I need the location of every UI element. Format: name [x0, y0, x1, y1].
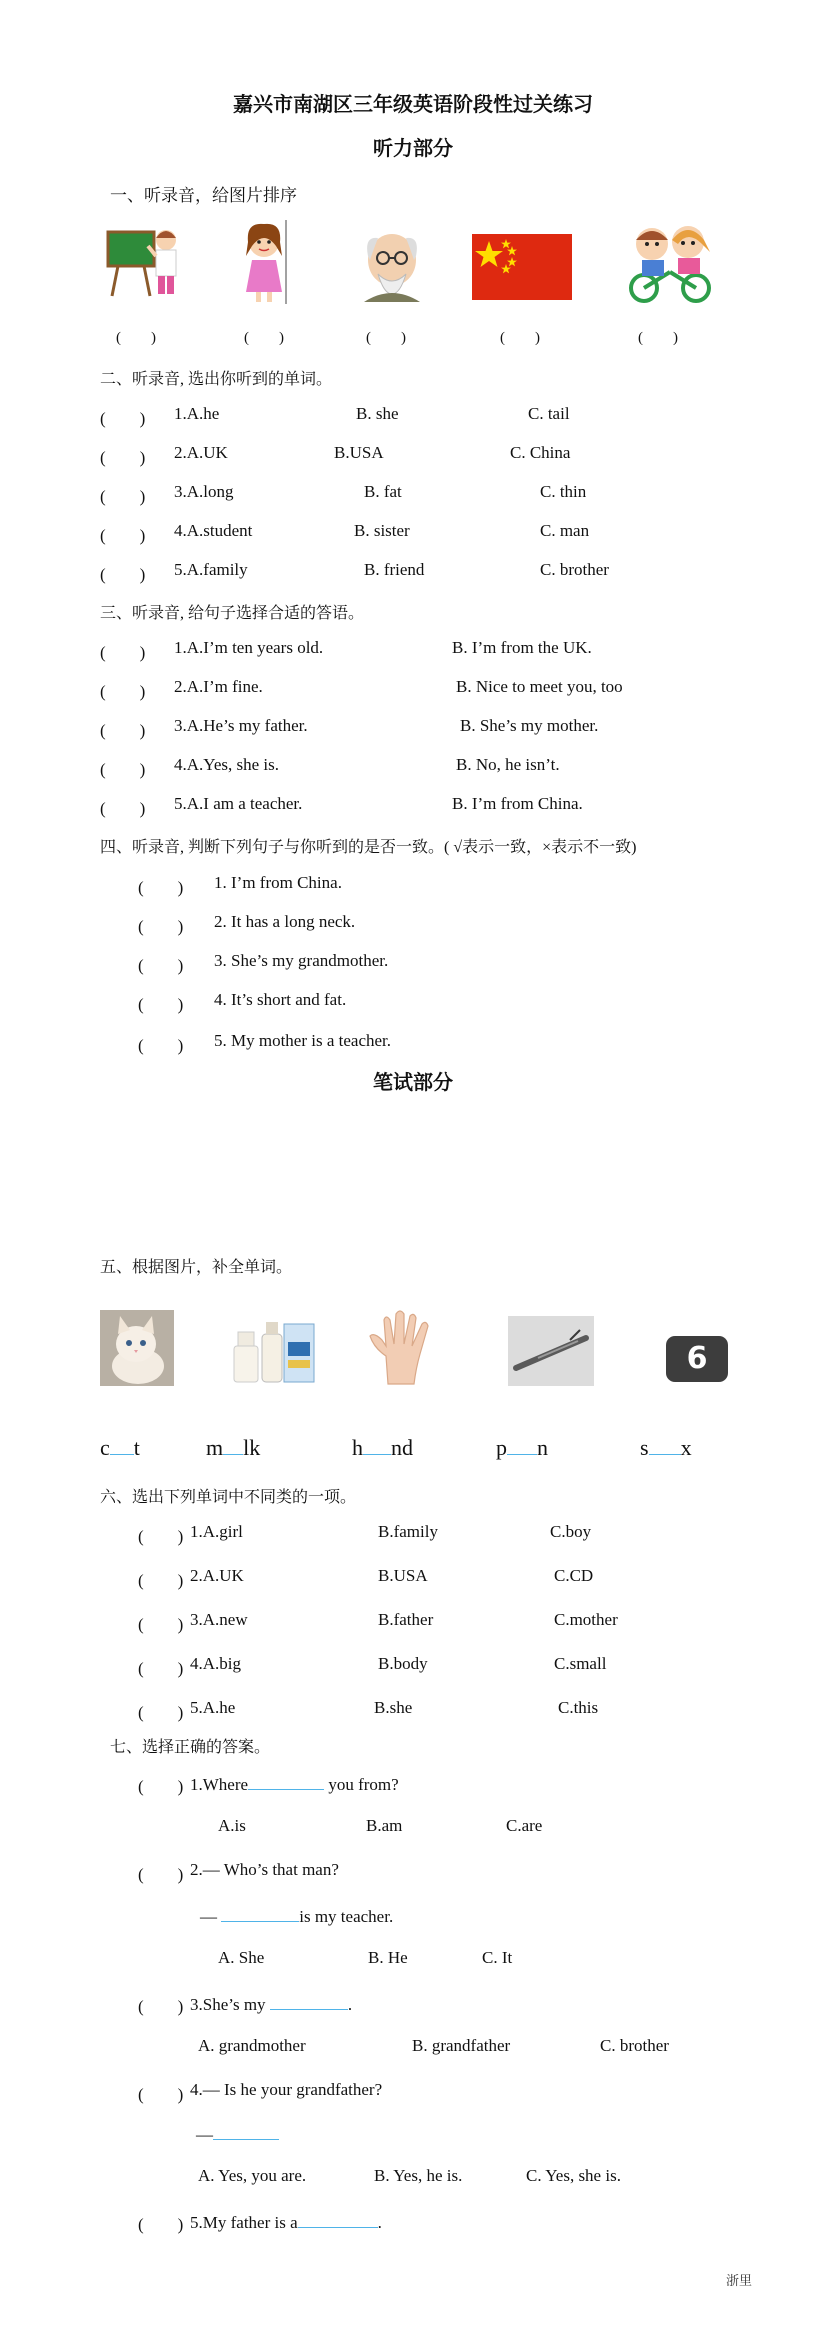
option-c: C.small [554, 1654, 607, 1673]
answer-paren[interactable]: ( ) [100, 682, 146, 701]
word-fill[interactable] [100, 1432, 140, 1461]
answer-paren[interactable]: ( ) [100, 643, 146, 662]
answer-paren[interactable]: ( ) [138, 1659, 184, 1678]
picture-answer-mark[interactable]: ( ) [244, 330, 284, 346]
grandfather-icon [354, 226, 430, 302]
statement-text: 4. It’s short and fat. [214, 990, 347, 1009]
answer-paren[interactable]: ( ) [138, 917, 184, 936]
girl-icon [236, 220, 296, 304]
answer-paren[interactable]: ( ) [100, 448, 146, 467]
answer-blank[interactable] [298, 2210, 378, 2228]
answer-blank[interactable] [270, 1992, 348, 2010]
writing-section-title: 笔试部分 [373, 1070, 453, 1094]
option-b: B.she [374, 1698, 413, 1717]
option-b: B. I’m from China. [452, 794, 583, 813]
section-1-heading: 一、听录音，给图片排序 [110, 186, 297, 205]
answer-paren[interactable]: ( ) [100, 721, 146, 740]
option-b: B. Nice to meet you, too [456, 677, 623, 696]
word-fill[interactable] [496, 1432, 548, 1461]
answer-blank[interactable] [221, 1904, 299, 1922]
answer-paren[interactable]: ( ) [100, 799, 146, 818]
option-c: C. thin [540, 482, 587, 501]
option-a: A. Yes, you are. [198, 2166, 307, 2185]
option-a: 2.A.UK [190, 1566, 244, 1585]
option-a: 3.A.long [174, 482, 234, 501]
number-six-icon: 6 [666, 1336, 728, 1382]
answer-paren[interactable]: ( ) [100, 409, 146, 428]
section-3-heading: 三、听录音, 给句子选择合适的答语。 [100, 605, 365, 622]
hand-photo-icon [364, 1306, 440, 1386]
option-b: B. Yes, he is. [374, 2166, 463, 2185]
option-b: B. fat [364, 482, 402, 501]
dash: — [196, 2125, 213, 2144]
question-text: 1.Where [190, 1775, 249, 1794]
option-a: 1.A.he [174, 404, 220, 423]
question-text: is my teacher. [299, 1907, 394, 1926]
word-fill[interactable] [640, 1432, 692, 1461]
option-a: 3.A.He’s my father. [174, 716, 308, 735]
option-a: A.is [218, 1816, 246, 1835]
option-a: 5.A.he [190, 1698, 236, 1717]
option-c: C. It [482, 1948, 513, 1967]
option-b: B. sister [354, 521, 410, 540]
option-b: B.USA [334, 443, 384, 462]
listening-section-title: 听力部分 [373, 136, 453, 160]
question-1 [190, 1772, 399, 1795]
answer-paren[interactable]: ( ) [138, 995, 184, 1014]
answer-paren[interactable]: ( ) [100, 487, 146, 506]
option-b: B. I’m from the UK. [452, 638, 592, 657]
option-c: C.this [558, 1698, 599, 1717]
answer-paren[interactable]: ( ) [138, 1865, 184, 1884]
word-blank[interactable] [110, 1432, 134, 1455]
section-7-heading: 七、选择正确的答案。 [110, 1739, 271, 1756]
word-blank[interactable] [363, 1432, 391, 1455]
question-text: . [347, 1995, 353, 2014]
option-b: B.father [378, 1610, 434, 1629]
picture-answer-mark[interactable]: ( ) [638, 330, 678, 346]
answer-paren[interactable]: ( ) [100, 760, 146, 779]
answer-paren[interactable]: ( ) [138, 1997, 184, 2016]
option-b: B. He [368, 1948, 408, 1967]
answer-paren[interactable]: ( ) [138, 2215, 184, 2234]
answer-blank[interactable] [248, 1772, 324, 1790]
option-c: C. brother [600, 2036, 669, 2055]
option-b: B. grandfather [412, 2036, 511, 2055]
option-b: B.am [366, 1816, 403, 1835]
option-c: C. brother [540, 560, 609, 579]
word-blank[interactable] [507, 1432, 537, 1455]
word-fill[interactable] [352, 1432, 413, 1461]
china-flag-icon [472, 234, 572, 300]
option-a: 5.A.family [174, 560, 248, 579]
answer-paren[interactable]: ( ) [138, 1703, 184, 1722]
cat-photo-icon [100, 1310, 174, 1386]
children-on-bike-icon [622, 222, 722, 304]
option-a: 2.A.UK [174, 443, 228, 462]
word-blank[interactable] [223, 1432, 243, 1455]
option-c: C. man [540, 521, 590, 540]
section-5-heading: 五、根据图片，补全单词。 [100, 1259, 293, 1276]
option-a: 5.A.I am a teacher. [174, 794, 303, 813]
statement-text: 1. I’m from China. [214, 873, 342, 892]
section-6-heading: 六、选出下列单词中不同类的一项。 [100, 1489, 357, 1506]
question-text: 4.— Is he your grandfather? [190, 2080, 383, 2099]
answer-paren[interactable]: ( ) [100, 565, 146, 584]
option-c: C. China [510, 443, 571, 462]
word-prefix: c [100, 1435, 110, 1460]
teacher-at-blackboard-icon [104, 222, 186, 302]
page-title: 嘉兴市南湖区三年级英语阶段性过关练习 [233, 92, 593, 116]
option-c: C.CD [554, 1566, 594, 1585]
option-a: 4.A.student [174, 521, 253, 540]
word-prefix: m [206, 1435, 224, 1460]
option-b: B.family [378, 1522, 438, 1541]
option-b: B. she [356, 404, 399, 423]
pen-photo-icon [508, 1316, 594, 1386]
picture-answer-mark[interactable]: ( ) [500, 330, 540, 346]
picture-answer-mark[interactable]: ( ) [366, 330, 406, 346]
word-suffix: nd [391, 1435, 413, 1460]
statement-text: 3. She’s my grandmother. [214, 951, 389, 970]
answer-paren[interactable]: ( ) [138, 1615, 184, 1634]
option-c: C.are [506, 1816, 543, 1835]
question-4-answer-line [196, 2122, 279, 2145]
answer-paren[interactable]: ( ) [138, 1571, 184, 1590]
section-2-heading: 二、听录音, 选出你听到的单词。 [100, 371, 333, 388]
word-suffix: lk [243, 1435, 261, 1460]
answer-paren[interactable]: ( ) [138, 2085, 184, 2104]
option-a: A. She [218, 1948, 265, 1967]
option-a: 1.A.girl [190, 1522, 243, 1541]
word-suffix: x [680, 1435, 692, 1460]
word-suffix: n [537, 1435, 548, 1460]
statement-text: 5. My mother is a teacher. [214, 1031, 392, 1050]
question-2-answer-line [200, 1904, 393, 1927]
option-a: 1.A.I’m ten years old. [174, 638, 324, 657]
word-suffix: t [133, 1435, 140, 1460]
answer-paren[interactable]: ( ) [138, 1036, 184, 1055]
answer-paren[interactable]: ( ) [100, 526, 146, 545]
option-b: B. She’s my mother. [460, 716, 599, 735]
question-5 [190, 2210, 382, 2233]
word-fill[interactable] [206, 1432, 260, 1461]
option-a: 3.A.new [190, 1610, 248, 1629]
answer-blank[interactable] [213, 2122, 279, 2140]
answer-paren[interactable]: ( ) [138, 1527, 184, 1546]
option-b: B.USA [378, 1566, 428, 1585]
dash: — [200, 1907, 217, 1926]
answer-paren[interactable]: ( ) [138, 956, 184, 975]
word-prefix: h [352, 1435, 363, 1460]
option-b: B. No, he isn’t. [456, 755, 560, 774]
milk-photo-icon [230, 1312, 318, 1386]
option-c: C. Yes, she is. [526, 2166, 621, 2185]
option-c: C. tail [528, 404, 570, 423]
footer-watermark: 浙里 [726, 2274, 753, 2289]
word-blank[interactable] [649, 1432, 681, 1455]
section-4-heading: 四、听录音, 判断下列句子与你听到的是否一致。( √表示一致，×表示不一致) [100, 839, 637, 856]
option-b: B.body [378, 1654, 428, 1673]
option-b: B. friend [364, 560, 425, 579]
option-c: C.mother [554, 1610, 618, 1629]
question-text: 3.She’s my [190, 1995, 266, 2014]
answer-paren[interactable]: ( ) [138, 1777, 184, 1796]
option-a: 4.A.Yes, she is. [174, 755, 280, 774]
option-a: A. grandmother [198, 2036, 306, 2055]
word-prefix: p [496, 1435, 507, 1460]
picture-answer-mark[interactable]: ( ) [116, 330, 156, 346]
statement-text: 2. It has a long neck. [214, 912, 356, 931]
word-prefix: s [640, 1435, 649, 1460]
question-3 [190, 1992, 352, 2015]
question-text: 5.My father is a [190, 2213, 298, 2232]
option-a: 4.A.big [190, 1654, 241, 1673]
answer-paren[interactable]: ( ) [138, 878, 184, 897]
question-text: 2.— Who’s that man? [190, 1860, 339, 1879]
question-text: . [377, 2213, 382, 2232]
option-a: 2.A.I’m fine. [174, 677, 263, 696]
question-text: you from? [328, 1775, 399, 1794]
option-c: C.boy [550, 1522, 592, 1541]
